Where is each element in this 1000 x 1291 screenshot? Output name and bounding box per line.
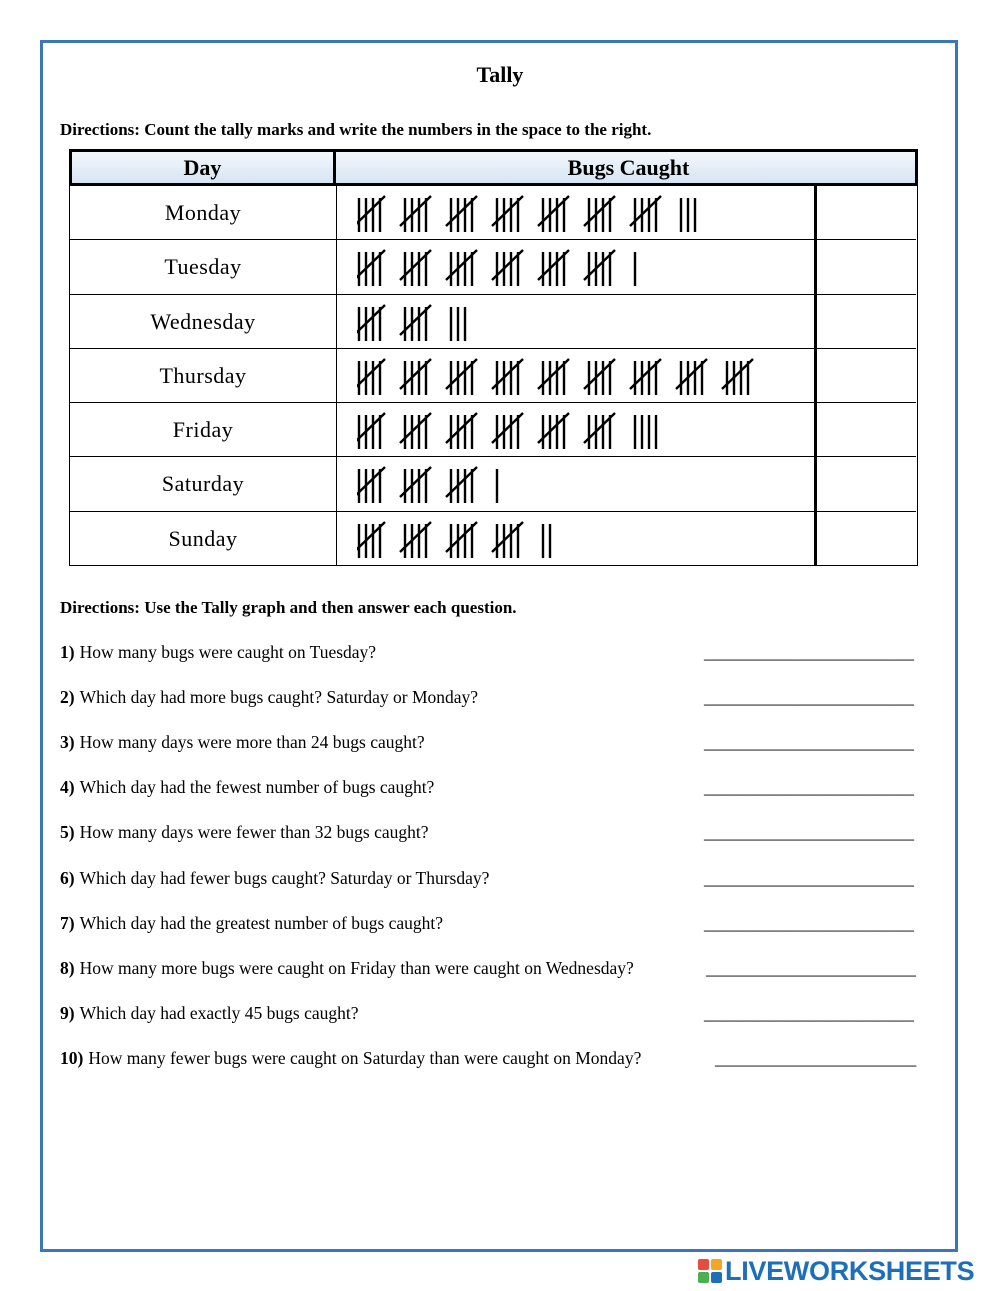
table-body xyxy=(69,186,918,566)
table-row xyxy=(70,295,916,349)
table-row xyxy=(70,349,916,403)
header-day: Day xyxy=(72,152,336,183)
logo-icon xyxy=(698,1259,722,1283)
table-row xyxy=(70,457,916,511)
answer-blank[interactable]: _______________________ xyxy=(715,1047,917,1068)
directions-questions: Directions: Use the Tally graph and then answer each question. xyxy=(60,598,517,617)
day-cell: Thursday xyxy=(70,349,337,402)
question-item xyxy=(60,958,940,982)
answer-blank[interactable]: ________________________ xyxy=(704,1002,914,1023)
question-text: How many more bugs were caught on Friday than were caught on Wednesday? xyxy=(79,957,634,978)
day-cell: Monday xyxy=(70,186,337,239)
tally-marks xyxy=(357,355,817,397)
question-text: How many fewer bugs were caught on Saturday than were caught on Monday? xyxy=(88,1047,642,1068)
question-item xyxy=(60,777,940,801)
question-item xyxy=(60,868,940,892)
question-number: 8) xyxy=(60,957,75,978)
question-text: Which day had exactly 45 bugs caught? xyxy=(79,1002,359,1023)
question-text: How many days were fewer than 32 bugs caught? xyxy=(79,822,429,843)
day-cell: Saturday xyxy=(70,457,337,510)
tally-table xyxy=(69,149,918,566)
table-row xyxy=(70,403,916,457)
question-item xyxy=(60,687,940,711)
question-item xyxy=(60,1003,940,1027)
page-title: Tally xyxy=(476,62,524,87)
tally-marks xyxy=(357,518,817,560)
answer-cell[interactable] xyxy=(819,186,915,239)
tally-marks xyxy=(357,246,817,288)
day-cell: Wednesday xyxy=(70,295,337,348)
answer-cell[interactable] xyxy=(819,295,915,348)
question-item xyxy=(60,732,940,756)
liveworksheets-logo xyxy=(698,1256,994,1286)
answer-blank[interactable]: ________________________ xyxy=(704,687,914,708)
question-number: 6) xyxy=(60,867,75,888)
answer-column-divider xyxy=(814,186,817,566)
question-text: Which day had fewer bugs caught? Saturday or Thursday? xyxy=(79,867,490,888)
answer-cell[interactable] xyxy=(819,457,915,510)
answer-cell[interactable] xyxy=(819,240,915,293)
table-row xyxy=(70,512,916,566)
question-number: 9) xyxy=(60,1002,75,1023)
question-text: Which day had the fewest number of bugs caught? xyxy=(79,777,435,798)
question-text: Which day had more bugs caught? Saturday or Monday? xyxy=(79,687,479,708)
answer-blank[interactable]: ________________________ xyxy=(704,912,914,933)
answer-cell[interactable] xyxy=(819,403,915,456)
answer-blank[interactable]: ________________________ xyxy=(704,642,914,662)
question-number: 5) xyxy=(60,822,75,843)
answer-cell[interactable] xyxy=(819,512,915,566)
question-item xyxy=(60,822,940,846)
table-header xyxy=(69,149,918,186)
directions-count: Directions: Count the tally marks and write the numbers in the space to the right. xyxy=(60,120,652,139)
tally-marks xyxy=(357,192,817,234)
answer-blank[interactable]: ________________________ xyxy=(704,822,914,843)
answer-blank[interactable]: ________________________ xyxy=(704,732,914,753)
question-item xyxy=(60,642,940,666)
question-number: 2) xyxy=(60,687,75,708)
question-number: 3) xyxy=(60,732,75,753)
day-cell: Tuesday xyxy=(70,240,337,293)
tally-marks xyxy=(357,301,817,343)
answer-blank[interactable]: ________________________ xyxy=(704,777,914,798)
day-cell: Sunday xyxy=(70,512,337,566)
answer-blank[interactable]: ________________________ xyxy=(704,867,914,888)
question-number: 4) xyxy=(60,777,75,798)
question-item xyxy=(60,913,940,937)
answer-blank[interactable]: ________________________ xyxy=(706,957,916,978)
header-bugs-caught: Bugs Caught xyxy=(567,155,690,180)
question-number: 10) xyxy=(60,1047,84,1068)
tally-marks xyxy=(357,409,817,451)
question-text: How many bugs were caught on Tuesday? xyxy=(79,642,377,662)
question-text: How many days were more than 24 bugs caught? xyxy=(79,732,425,753)
question-text: Which day had the greatest number of bugs caught? xyxy=(79,912,444,933)
logo-text: LIVEWORKSHEETS xyxy=(725,1256,975,1286)
day-cell: Friday xyxy=(70,403,337,456)
tally-marks xyxy=(357,463,817,505)
answer-cell[interactable] xyxy=(819,349,915,402)
question-number: 7) xyxy=(60,912,75,933)
table-row xyxy=(70,186,916,240)
question-item xyxy=(60,1048,940,1072)
table-row xyxy=(70,240,916,294)
question-number: 1) xyxy=(60,642,75,662)
